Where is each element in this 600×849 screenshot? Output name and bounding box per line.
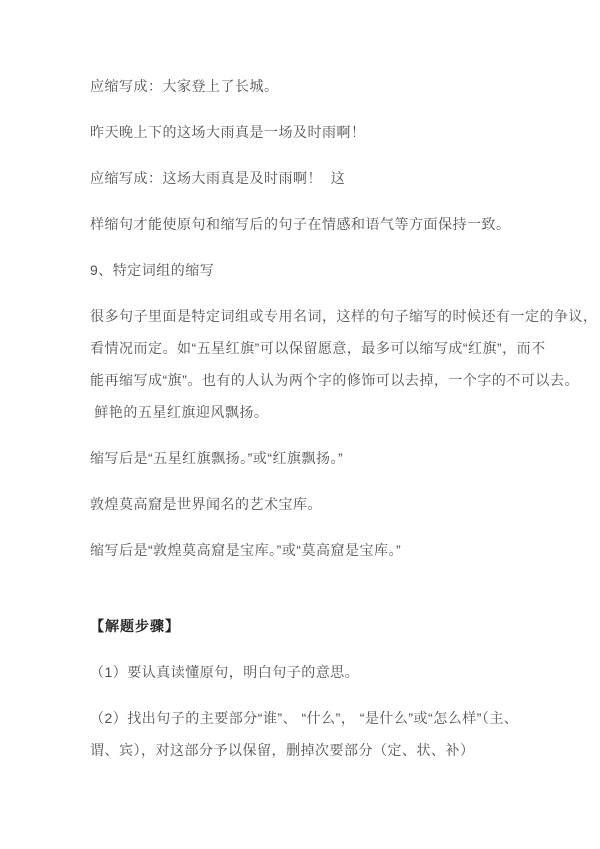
- text-line: 鲜艳的五星红旗迎风飘扬。: [90, 404, 269, 420]
- text-line: 能再缩写成“旗”。也有的人认为两个字的修饰可以去掉，一个字的不可以去。: [90, 372, 579, 388]
- text-line: 缩写后是“五星红旗飘扬。”或“红旗飘扬。”: [90, 450, 344, 466]
- paragraph: [90, 254, 522, 286]
- section-heading: [90, 610, 522, 642]
- paragraph: [90, 162, 522, 194]
- text-line: 【解题步骤】: [90, 618, 180, 634]
- text-line: 谓、宾），对这部分予以保留，删掉次要部分（定、状、补）: [90, 742, 475, 758]
- paragraph: [90, 534, 522, 566]
- paragraph: [90, 702, 522, 766]
- text-line: 9、特定词组的缩写: [90, 262, 215, 278]
- text-line: 昨天晚上下的这场大雨真是一场及时雨啊！: [90, 124, 366, 140]
- text-line: 敦煌莫高窟是世界闻名的艺术宝库。: [90, 496, 322, 512]
- text-line: 应缩写成：大家登上了长城。: [90, 78, 279, 94]
- text-line: （1）要认真读懂原句，明白句子的意思。: [90, 664, 360, 680]
- paragraph: [90, 442, 522, 474]
- text-line: 缩写后是“敦煌莫高窟是宝库。”或“莫高窟是宝库。”: [90, 542, 402, 558]
- paragraph: [90, 488, 522, 520]
- text-line: 看情况而定。如“五星红旗”可以保留愿意，最多可以缩写成“红旗”，而不: [90, 340, 546, 356]
- paragraph: [90, 300, 598, 428]
- text-line: （2）找出句子的主要部分“谁”、 “什么”， “是什么”或“怎么样”（主、: [90, 710, 519, 726]
- paragraph: [90, 70, 522, 102]
- paragraph: [90, 208, 522, 240]
- paragraph: [90, 656, 522, 688]
- paragraph: [90, 116, 522, 148]
- text-line: 很多句子里面是特定词组或专用名词，这样的句子缩写的时候还有一定的争议，: [90, 308, 598, 324]
- text-line: 应缩写成：这场大雨真是及时雨啊！ 这: [90, 170, 346, 186]
- text-line: 样缩句才能使原句和缩写后的句子在情感和语气等方面保持一致。: [90, 216, 511, 232]
